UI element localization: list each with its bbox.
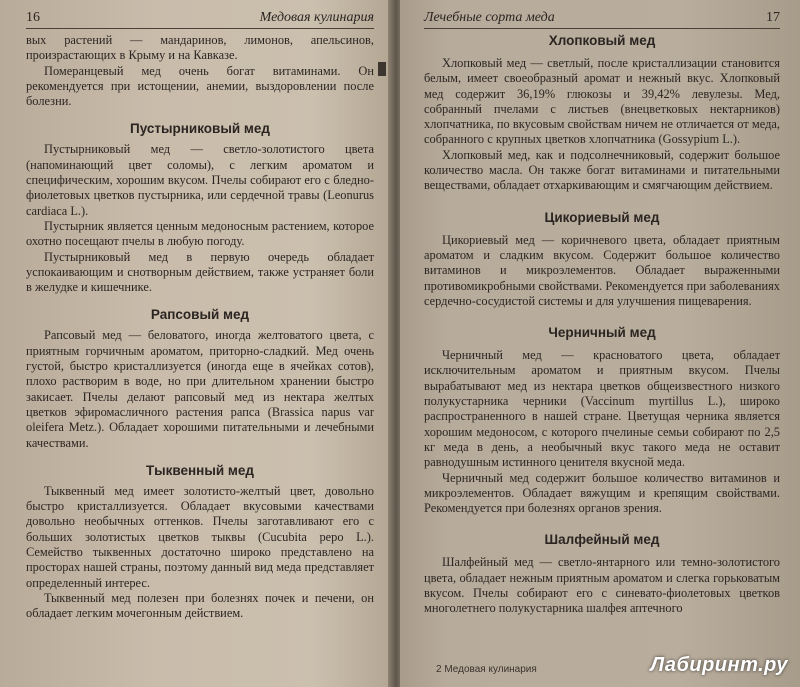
paragraph: Тыквенный мед полезен при болезнях почек и печени, он обладает легким мочегонным действием. bbox=[26, 590, 374, 621]
paragraph: Черничный мед — красноватого цвета, обладает исключительным ароматом и приятным вкусом. Пчелы вырабатывают мед из нектара цветков общеизвестного низкого полукустарника черники (Vaccinum myrtillus L.), широко распространенного в нашей стране. Цветущая черника является хорошим медоносом, с которого пчелиные семьи собирают по 2,5 кг меда в день, а необычный вкус такого меда не оставит равнодушным истинного ценителя вкусной меда. bbox=[424, 348, 780, 470]
left-page-content bbox=[26, 33, 374, 622]
paragraph: Пустырниковый мед в первую очередь обладает успокаивающим и снотворным действием, также устраняет боли в желудке и кишечнике. bbox=[26, 249, 374, 295]
left-running-head bbox=[26, 10, 374, 29]
right-running-head bbox=[424, 10, 780, 29]
paragraph: Пустырниковый мед — светло-золотистого цвета (напоминающий цвет соломы), с легким ароматом и специфическим, хорошим вкусом. Пчелы собирают его с бледно-фиолетовых цветков пустырника, или сердечной травы (Leonurus cardiaca L.). bbox=[26, 142, 374, 218]
paragraph: Черничный мед содержит большое количество витаминов и микроэлементов. Обладает вяжущим и крепящим свойствами. Рекомендуется при болезнях органов зрения. bbox=[424, 470, 780, 516]
section-heading: Рапсовый мед bbox=[150, 307, 250, 323]
paragraph: вых растений — мандаринов, лимонов, апельсинов, произрастающих в Крыму и на Кавказе. bbox=[26, 33, 374, 63]
left-page bbox=[0, 0, 392, 687]
left-page-number: 16 bbox=[26, 10, 40, 25]
paragraph: Рапсовый мед — беловатого, иногда желтоватого цвета, с приятным горчичным ароматом, приторно-сладкий. Мед очень густой, быстро кристаллизуется (иногда еще в ячейках сотов), плохо растворим в воде, но при длительном хранении быстро закисает. Пчелы делают рапсовый мед из нектара желтых цветков эфиромасличного растения рапса (Brassica napus var oleifera Metz.). Обладает хорошими питательными и лечебными качествами. bbox=[26, 328, 374, 450]
right-page bbox=[400, 0, 800, 687]
section-heading: Тыквенный мед bbox=[146, 462, 254, 478]
section-heading: Черничный мед bbox=[548, 325, 656, 341]
paragraph: Хлопковый мед, как и подсолнечниковый, содержит большое количество масла. Он также богат витаминами и питательными веществами, обладает отхаркивающим и смягчающим действием. bbox=[424, 147, 780, 193]
paragraph: Померанцевый мед очень богат витаминами. Он рекомендуется при истощении, анемии, выздоровлении после болезни. bbox=[26, 63, 374, 109]
right-page-content bbox=[424, 33, 780, 617]
section-heading: Хлопковый мед bbox=[548, 33, 656, 48]
paragraph: Шалфейный мед — светло-янтарного или темно-золотистого цвета, обладает нежным приятным ароматом и слегка горьковатым вкусом. Пчелы собирают его с синевато-фиолетовых цветков многолетнего полукустарника шалфея аптечного bbox=[424, 555, 780, 616]
paragraph: Тыквенный мед имеет золотисто-желтый цвет, довольно быстро кристаллизуется. Обладает вкусовыми качествами довольно необычных оттенков. Пчелы заготавливают его с больших золотистых цветков тыквы (Cucubita pepo L.). Семейство тыквенных достаточно широко представлено на просторах нашей страны, поэтому данный вид меда представляет определенный интерес. bbox=[26, 483, 374, 590]
right-running-title: Лечебные сорта меда bbox=[424, 10, 555, 25]
section-heading: Пустырниковый мед bbox=[130, 121, 270, 137]
section-heading: Шалфейный мед bbox=[544, 532, 660, 548]
right-page-number: 17 bbox=[766, 10, 780, 25]
labirint-watermark: Лабиринт.ру bbox=[650, 654, 788, 676]
paragraph: Цикориевый мед — коричневого цвета, обладает приятным ароматом и сладким вкусом. Содержит большое количество витаминов и микроэлементов. Обладает выраженными противомикробными свойствами. Рекомендуется при заболеваниях сердечно-сосудистой системы и для улучшения пищеварения. bbox=[424, 232, 780, 308]
bookmark-ribbon bbox=[378, 62, 386, 76]
paragraph: Пустырник является ценным медоносным растением, которое охотно посещают пчелы в любую погоду. bbox=[26, 218, 374, 249]
paragraph: Хлопковый мед — светлый, после кристаллизации становится белым, имеет своеобразный аромат и нежный вкус. Хлопковый мед содержит 36,19% глюкозы и 39,42% левулезы. Мед, собранный пчелами с листьев (внецветковых нектарников) хлопчатника, по вкусовым свойствам ничем не отличается от меда, собранного с крупных цветков хлопчатника (Gossypium L.). bbox=[424, 56, 780, 147]
section-heading: Цикориевый мед bbox=[544, 209, 660, 225]
left-running-title: Медовая кулинария bbox=[259, 10, 374, 25]
signature-mark: 2 Медовая кулинария bbox=[436, 664, 537, 675]
